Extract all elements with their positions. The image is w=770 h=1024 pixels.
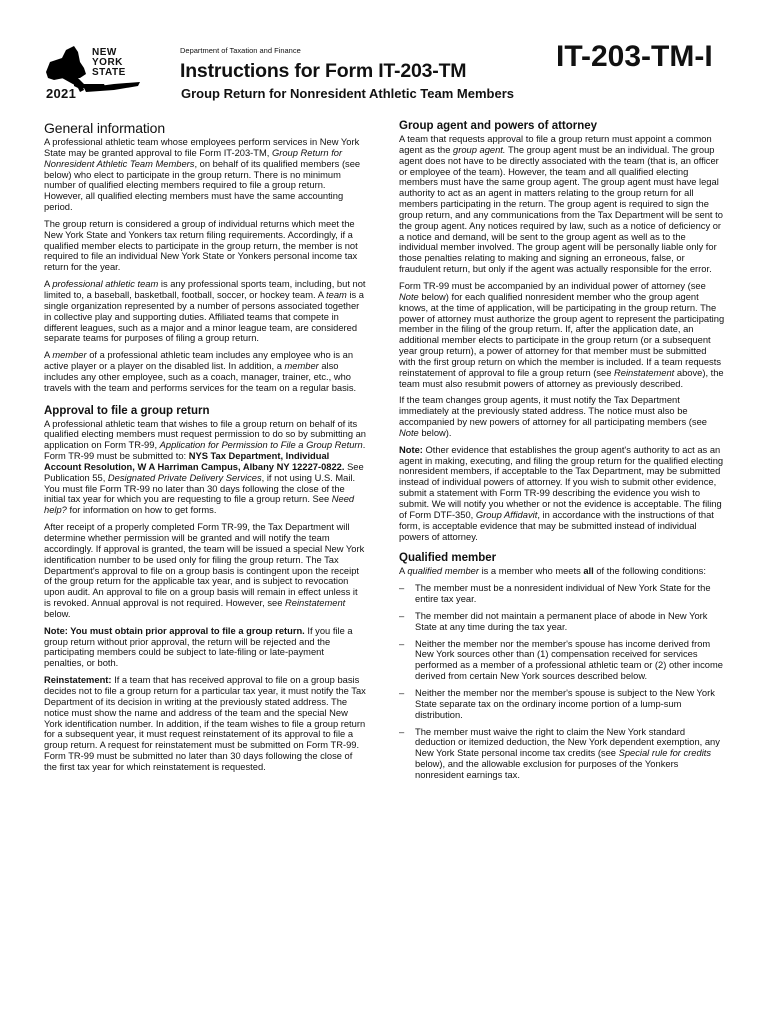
list-item: – The member must waive the right to claim the New York standard deduction or itemized deduction, the New York dependent exemption, any New York State personal income tax credits (see Special rule for credits below), and the allowable exclusion for purposes of the Yonkers nonresident earnings tax. (399, 726, 720, 780)
qualified-member-heading: Qualified member (399, 552, 497, 565)
list-item: – Neither the member nor the member's spouse is subject to the New York State separate tax on the ordinary income portion of a lump-sum distribution. (399, 687, 715, 720)
list-item: – The member did not maintain a permanent place of abode in New York State at any time during the tax year. (399, 610, 708, 632)
nys-logo (44, 44, 144, 102)
approval-paragraph-2: After receipt of a properly completed Form TR-99, the Tax Department will determine whether permission will be granted and will notify the team accordingly. If approval is granted, the team will be issued a special New York identification number to be used only for filing the group return. The Tax Department's approval to file on a group basis is contingent upon the receipt of the group return for the applicable tax year, and is subject to revocation upon audit. An approval to file on a group basis will remain in effect unless it is revoked. Annual approval is not required. However, see Reinstatement below. (44, 522, 365, 619)
list-item: – The member must be a nonresident individual of New York State for the entire tax year. (399, 583, 711, 605)
general-paragraph-4: A member of a professional athletic team includes any employee who is an active player or a player on the disabled list. In addition, a member also includes any other employee, such as a coach, manager, trainer, etc., who travels with the team and performs services for the team on a regular basis. (44, 350, 357, 393)
form-code: IT-203-TM-I (556, 40, 713, 73)
approval-paragraph-1: A professional athletic team that wishes to file a group return on behalf of its qualified electing members must request permission to do so by submitting an application on Form TR-99, Application for Permission to File a Group Return. Form TR-99 must be submitted to: NYS Tax Department, Individual Account Resolution, W A Harriman Campus, Albany NY 12227-0822. See Publication 55, Designated Private Delivery Services, if not using U.S. Mail. You must file Form TR-99 no later than 30 days following the close of the initial tax year for which you are requesting to file a group return. See Need help? for information on how to get forms. (44, 418, 366, 516)
approval-note: Note: You must obtain prior approval to file a group return. If you file a group return without prior approval, the return will be rejected and the participating members could be subject to late-filing or late-payment penalties, or both. (44, 625, 353, 669)
qualified-conditions-list (399, 583, 725, 781)
logo-state: STATE (92, 67, 126, 78)
general-paragraph-2: The group return is considered a group of individual returns which meet the New York State and Yonkers tax return filing requirements. Accordingly, if a qualified member elects to participate in the group return, the member is not required to file an individual New York State or Yonkers personal income tax return for the year. (44, 218, 358, 273)
agent-note: Note: Other evidence that establishes the group agent's authority to act as an agent in making, executing, and filing the group return for the qualified electing nonresident members, if acceptable to the Tax Department, may be submitted instead of individual powers of attorney. If you wish to submit other evidence, submit a statement with Form TR-99 describing the evidence you wish to submit. We will notify you whether or not the evidence is acceptable. The filing of Form DTF-350, Group Affidavit, in accordance with the instructions of that form, is acceptable evidence that may be submitted instead of individual powers of attorney. (399, 444, 724, 542)
qualified-intro: A qualified member is a member who meets all of the following conditions: (399, 566, 706, 577)
approval-heading: Approval to file a group return (44, 404, 210, 417)
tax-year: 2021 (46, 86, 77, 101)
logo-new: NEW (92, 47, 117, 58)
general-paragraph-3: A professional athletic team is any professional sports team, including, but not limited to, a baseball, basketball, football, soccer, or hockey team. A team is a single organization represented by a number of persons associated together in collective play and supporting duties. Affiliated teams that compete in different leagues, such as a major and a minor league team, are considered separate teams for purposes of filing a group return. (44, 279, 366, 344)
page-title: Instructions for Form IT-203-TM (180, 60, 467, 82)
group-agent-heading: Group agent and powers of attorney (399, 120, 598, 132)
agent-paragraph-3: If the team changes group agents, it must notify the Tax Department immediately at the previously stated address. The notice must also be accompanied by new powers of attorney for all participating members (see Note below). (399, 395, 707, 438)
general-information-heading: General information (44, 120, 166, 136)
department-name: Department of Taxation and Finance (180, 46, 301, 55)
agent-paragraph-2: Form TR-99 must be accompanied by an individual power of attorney (see Note below) for each qualified nonresident member who the group agent knows, at the time of application, will be participating in the group return. The power of attorney must authorize the group agent to represent the participating member in the filing of the group return. If, after the application date, an additional member elects to participate in the group return (or a subsequent year group return), a power of attorney for that member must be submitted with the first group return on which the member is included. If a team requests reinstatement of approval to file a group return (see Reinstatement above), the team must also resubmit powers of attorney as previously described. (399, 280, 725, 389)
page-subtitle: Group Return for Nonresident Athletic Team Members (181, 86, 514, 101)
right-column (399, 119, 725, 787)
list-item: – Neither the member nor the member's spouse has income derived from New York sources other than (1) compensation received for services performed as a member of a professional athletic team or (2) other income derived from certain New York sources described below. (399, 638, 723, 682)
reinstatement-paragraph: Reinstatement: If a team that has received approval to file on a group basis decides not to file a group return for a particular tax year, it must notify the Tax Department of its decision in writing at the previously stated address. The notice must show the name and address of the team and the special New York identification number. In addition, if the team wishes to file a group return for a subsequent year, it must request reinstatement of its approval to file a group return. A request for reinstatement must be submitted on Form TR-99. Form TR-99 must be submitted no later than 30 days following the close of the first tax year for which reinstatement is requested. (44, 675, 366, 772)
agent-paragraph-1: A team that requests approval to file a group return must appoint a common agent as the group agent. The group agent must be an individual. The group agent does not have to be directly associated with the team (that is, an officer or employee of the team). However, the team and all qualified electing members must have the same group agent. The group agent must have legal authority to act as an agent in matters relating to the group return for all members participating in the return. The group agent is required to sign the group return, and any communications from the Tax Department will be sent to the group agent. Any notices required by law, such as a notice of deficiency or a notice and demand, will be sent to the group agent as well as to the individual member involved. The group agent will be personally liable only for those penalties relating to making and signing an erroneous, false, or fraudulent return, but only if the agent was actually responsible for the error. (399, 134, 723, 275)
logo-york: YORK (92, 57, 123, 68)
left-column (44, 119, 366, 779)
general-paragraph-1: A professional athletic team whose employees perform services in New York State may be granted approval to file Form IT-203-TM, Group Return for Nonresident Athletic Team Members, on behalf of its qualified members (see below) who elect to participate in the group return. There is no minimum number of qualified electing members required to file a group return. However, all qualified electing members must have the same accounting period. (44, 137, 361, 213)
